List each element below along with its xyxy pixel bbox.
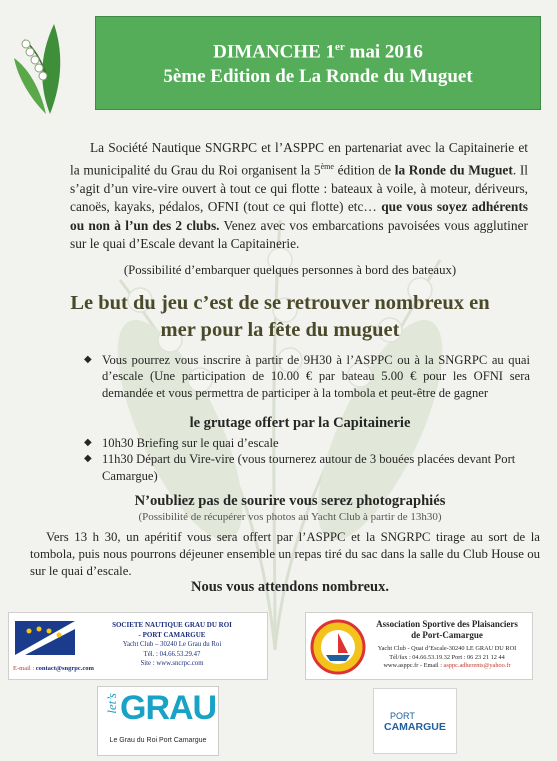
registration-list: [84, 352, 530, 401]
asppc-title: Association Sportive des Plaisanciers de Port-Camargue: [376, 619, 518, 640]
asppc-contact-card: [305, 612, 533, 680]
lets-grau-logo: let’s GRAU Le Grau du Roi Port Camargue: [97, 686, 219, 756]
boarding-note: (Possibilité d’embarquer quelques personnes à bord des bateaux): [123, 263, 457, 277]
club-flag-logo: [15, 621, 75, 655]
asppc-seal-logo: [310, 619, 366, 675]
title-date: DIMANCHE 1er mai 2016: [213, 41, 423, 63]
lily-of-the-valley-logo: [10, 18, 78, 114]
intro-paragraph: La Société Nautique SNGRPC et l’ASPPC en partenariat avec la Capitainerie et la municipalité du Grau du Roi organisent la 5ème édition de la Ronde du Muguet. Il s’agit d’un vire-vire ouvert à tout ce qui flotte : bateaux à voile, à moteur, dériveurs, canoës, kayaks, pédalos, OFNI (tout ce qui flotte) etc… que vous soyez adhérents ou non à l’un des 2 clubs. Venez avec vos embarcations pavoisées vous agglutiner sur le quai d’Escale devant la Capitainerie.: [70, 140, 529, 252]
sngrpc-address: SOCIETE NAUTIQUE GRAU DU ROI - PORT CAMARGUE Yacht Club – 30240 Le Grau du Roi Tél. : 04.66.53.29.47 Site : www.sncrpc.com: [112, 621, 232, 667]
list-item: ◆ 10h30 Briefing sur le quai d’escale: [84, 435, 530, 451]
photo-note: (Possibilité de récupérer vos photos au Yacht Club à partir de 13h30): [138, 511, 442, 523]
photo-reminder: N’oubliez pas de sourire vous serez photographiés: [134, 493, 446, 509]
list-item: ◆ 11h30 Départ du Vire-vire (vous tournerez autour de 3 bouées placées devant Port Camargue): [84, 451, 530, 484]
sngrpc-contact-card: [8, 612, 268, 680]
port-camargue-logo: PORT CAMARGUE: [373, 688, 457, 754]
grutage-prize: le grutage offert par la Capitainerie: [189, 415, 411, 431]
asppc-address: Yacht Club - Quai d’Escale-30240 LE GRAU DU ROI Tél/fax : 04.66.53.19.32 Port : 06 23 21 12 44 www.asppc.fr - Email : asppc.adherents@yahoo.fr: [377, 645, 517, 669]
closing-line: Nous vous attendons nombreux.: [191, 579, 389, 595]
schedule-list: [84, 435, 530, 484]
aperitif-paragraph: Vers 13 h 30, un apéritif vous sera offert par l’ASPPC et la SNGRPC tirage au sort de la tombola, puis nous pourrons déjeuner ensemble un repas tiré du sac dans la salle du Club House ou sur le quai d’escale.: [30, 530, 540, 578]
sngrpc-email-link[interactable]: contact@sngrpc.com: [35, 665, 94, 672]
list-item: ◆ Vous pourrez vous inscrire à partir de 9H30 à l’ASPPC ou à la SNGRPC au quai d’escale (Une participation de 10.00 € par bateau 5.00 € pour les OFNI sera demandée et vous permettra de participer à la tombola et peut-être de gagner: [84, 352, 530, 401]
sngrpc-email: E-mail : contact@sngrpc.com: [13, 665, 94, 672]
title-banner: [95, 16, 541, 110]
asppc-email-link[interactable]: asppc.adherents@yahoo.fr: [443, 662, 511, 669]
headline: Le but du jeu c’est de se retrouver nombreux en mer pour la fête du muguet: [70, 292, 490, 341]
title-edition: 5ème Edition de La Ronde du Muguet: [163, 66, 473, 88]
